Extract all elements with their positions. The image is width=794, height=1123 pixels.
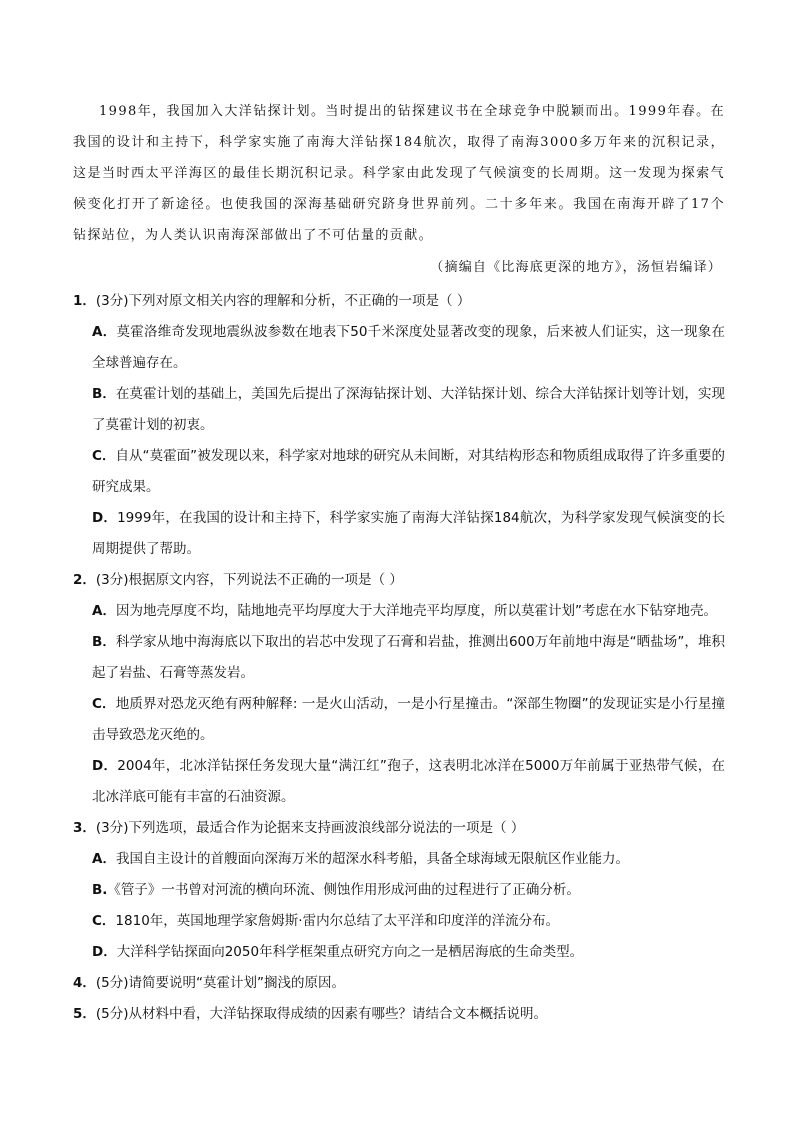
question-score: (3分) bbox=[95, 293, 129, 309]
question-2 bbox=[73, 565, 725, 813]
question-stem bbox=[73, 286, 725, 317]
answer-option bbox=[92, 441, 725, 503]
option-text: 1999年，在我国的设计和主持下，科学家实施了南海大洋钻探184航次，为科学家发现气候演变的长周期提供了帮助。 bbox=[92, 510, 725, 557]
question-1 bbox=[73, 286, 725, 565]
question-3 bbox=[73, 813, 725, 968]
answer-option bbox=[92, 689, 725, 751]
answer-option bbox=[92, 379, 725, 441]
option-text: 地质界对恐龙灭绝有两种解释: 一是火山活动，一是小行星撞击。“深部生物圈”的发现证实是小行星撞击导致恐龙灭绝的。 bbox=[92, 696, 725, 743]
answer-option bbox=[92, 844, 725, 875]
question-stem bbox=[73, 968, 725, 999]
option-text: 《管子》一书曾对河流的横向环流、侧蚀作用形成河曲的过程进行了正确分析。 bbox=[107, 882, 580, 898]
question-stem bbox=[73, 999, 725, 1030]
option-letter: A． bbox=[92, 324, 117, 340]
question-score: (5分) bbox=[95, 975, 129, 991]
question-list bbox=[73, 286, 725, 1030]
option-letter: D． bbox=[92, 510, 118, 526]
option-letter: C． bbox=[92, 913, 116, 929]
option-letter: B． bbox=[92, 634, 116, 650]
option-letter: B． bbox=[92, 386, 116, 402]
option-text: 因为地壳厚度不均，陆地地壳平均厚度大于大洋地壳平均厚度，所以莫霍计划”考虑在水下钻穿地壳。 bbox=[115, 603, 717, 619]
option-text: 莫霍洛维奇发现地震纵波参数在地表下50千米深度处显著改变的现象，后来被人们证实，这一现象在全球普遍存在。 bbox=[92, 324, 725, 371]
question-4 bbox=[73, 968, 725, 999]
question-stem bbox=[73, 565, 725, 596]
question-text: 请简要说明“莫霍计划”搁浅的原因。 bbox=[128, 975, 346, 991]
option-letter: C． bbox=[92, 696, 116, 712]
answer-option bbox=[92, 317, 725, 379]
option-text: 我国自主设计的首艘面向深海万米的超深水科考船，具备全球海域无限航区作业能力。 bbox=[115, 851, 629, 867]
option-text: 1810年，英国地理学家詹姆斯·雷内尔总结了太平洋和印度洋的洋流分布。 bbox=[115, 913, 560, 929]
option-letter: A． bbox=[92, 851, 116, 867]
answer-option bbox=[92, 751, 725, 813]
question-text: 下列对原文相关内容的理解和分析，不正确的一项是（ ） bbox=[128, 293, 471, 309]
option-list bbox=[73, 317, 725, 565]
question-stem bbox=[73, 813, 725, 844]
answer-option bbox=[92, 627, 725, 689]
option-letter: D． bbox=[92, 944, 117, 960]
option-list bbox=[73, 844, 725, 968]
question-5 bbox=[73, 999, 725, 1030]
option-letter: A． bbox=[92, 603, 116, 619]
question-score: (3分) bbox=[95, 572, 129, 588]
option-text: 在莫霍计划的基础上，美国先后提出了深海钻探计划、大洋钻探计划、综合大洋钻探计划等计划，实现了莫霍计划的初衷。 bbox=[92, 386, 726, 433]
answer-option bbox=[92, 906, 725, 937]
question-number: 2． bbox=[73, 572, 96, 588]
question-number: 1． bbox=[73, 293, 96, 309]
question-number: 5． bbox=[73, 1006, 96, 1022]
option-letter: C． bbox=[92, 448, 116, 464]
option-list bbox=[73, 596, 725, 813]
answer-option bbox=[92, 503, 725, 565]
question-number: 4． bbox=[73, 975, 96, 991]
question-score: (5分) bbox=[95, 1006, 129, 1022]
answer-option bbox=[92, 875, 725, 906]
passage-source: （摘编自《比海底更深的地方》，汤恒岩编译） bbox=[430, 260, 722, 275]
reading-passage: 1998年，我国加入大洋钻探计划。当时提出的钻探建议书在全球竞争中脱颖而出。1999年春。在我国的设计和主持下，科学家实施了南海大洋钻探184航次，取得了南海3000多万年来的沉积记录，这是当时西太平洋海区的最佳长期沉积记录。科学家由此发现了气候演变的长周期。这一发现为探索气候变化打开了新途径。也使我国的深海基础研究跻身世界前列。二十多年来。我国在南海开辟了17个钻探站位，为人类认识南海深部做出了不可估量的贡献。 bbox=[73, 104, 725, 243]
option-text: 2004年，北冰洋钻探任务发现大量“满江红”孢子，这表明北冰洋在5000万年前属于亚热带气候，在北冰洋底可能有丰富的石油资源。 bbox=[92, 758, 725, 805]
answer-option bbox=[92, 596, 725, 627]
question-text: 从材料中看，大洋钻探取得成绩的因素有哪些？请结合文本概括说明。 bbox=[128, 1006, 548, 1022]
question-text: 下列选项，最适合作为论据来支持画波浪线部分说法的一项是（ ） bbox=[128, 820, 525, 836]
option-text: 自从“莫霍面”被发现以来，科学家对地球的研究从未间断，对其结构形态和物质组成取得了许多重要的研究成果。 bbox=[92, 448, 725, 495]
option-letter: B. bbox=[92, 882, 108, 898]
question-score: (3分) bbox=[95, 820, 129, 836]
question-number: 3． bbox=[73, 820, 96, 836]
answer-option bbox=[92, 937, 725, 968]
option-text: 大洋科学钻探面向2050年科学框架重点研究方向之一是栖居海底的生命类型。 bbox=[116, 944, 584, 960]
option-letter: D． bbox=[92, 758, 118, 774]
option-text: 科学家从地中海海底以下取出的岩芯中发现了石膏和岩盐，推测出600万年前地中海是“晒盐场”，堆积起了岩盐、石膏等蒸发岩。 bbox=[92, 634, 725, 681]
question-text: 根据原文内容，下列说法不正确的一项是（ ） bbox=[128, 572, 403, 588]
